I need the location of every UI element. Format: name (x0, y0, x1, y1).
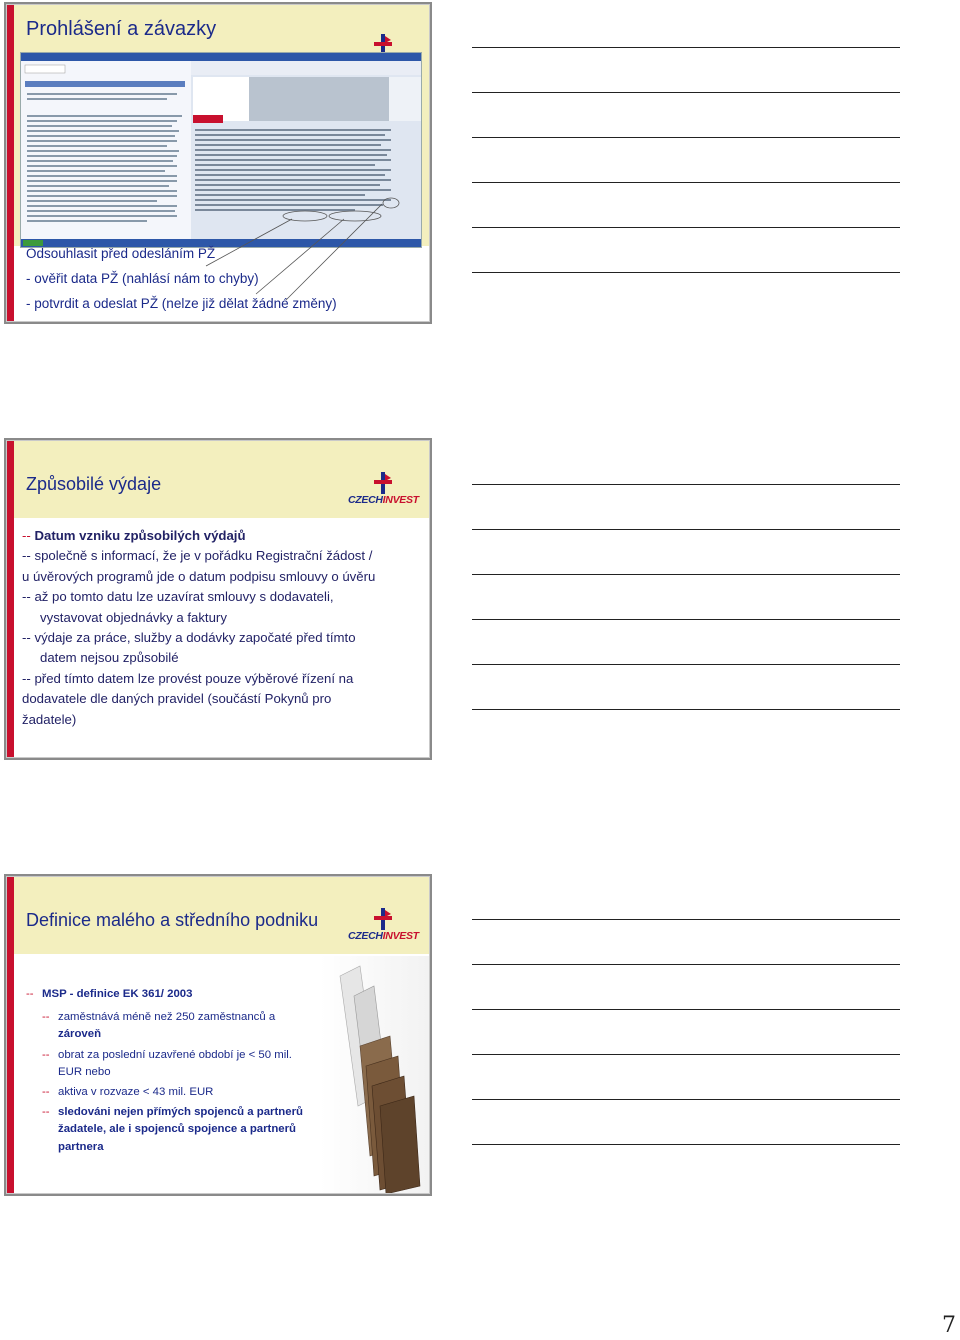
body-line: vystavovat objednávky a faktury (40, 609, 227, 625)
slide-title: Definice malého a středního podniku (26, 910, 319, 930)
body-line: datem nejsou způsobilé (40, 650, 179, 666)
slide3-body (26, 986, 306, 1156)
logo-text: CZECHINVEST (348, 930, 419, 942)
body-line: -- až po tomto datu lze uzavírat smlouvy s dodavateli, (22, 589, 334, 605)
slide-3 (4, 874, 432, 1196)
slide-2 (4, 438, 432, 760)
slide1-line: - potvrdit a odeslat PŽ (nelze již dělat žádné změny) (26, 296, 337, 311)
accent-bar (6, 876, 14, 1194)
czechinvest-logo (348, 908, 418, 946)
slide-title: Způsobilé výdaje (26, 474, 162, 494)
accent-bar (6, 440, 14, 758)
page-number: 7 (942, 1313, 956, 1338)
logo-text: CZECHINVEST (348, 494, 419, 506)
body-line: -- Datum vzniku způsobilých výdajů (22, 528, 246, 543)
callout-lines (6, 4, 430, 322)
list-item: -- obrat za poslední uzavřené období je < 50 mil. EUR nebo (42, 1048, 292, 1078)
slide-1 (4, 2, 432, 324)
body-line: u úvěrových programů jde o datum podpisu smlouvy o úvěru (22, 568, 376, 584)
body-line: dodavatele dle daných pravidel (součástí Pokynů pro (22, 691, 332, 707)
binders-image (320, 956, 430, 1194)
slide1-line: Odsouhlasit před odesláním PŽ (26, 246, 216, 261)
list-item: -- aktiva v rozvaze < 43 mil. EUR (42, 1086, 214, 1099)
notes-lines-1 (472, 47, 900, 317)
title-band (14, 440, 430, 518)
body-line: -- společně s informací, že je v pořádku Registrační žádost / (22, 548, 373, 564)
list-item: -- sledováni nejen přímých spojenců a partnerů žadatele, ale i spojenců spojence a partnerů partnera (42, 1106, 303, 1153)
notes-lines-2 (472, 484, 900, 754)
heading-line: -- MSP - definice EK 361/ 2003 (26, 988, 193, 1000)
slide-title: Prohlášení a závazky (26, 18, 217, 40)
list-item: -- zaměstnává méně než 250 zaměstnanců a zároveň (42, 1011, 276, 1041)
body-line: -- výdaje za práce, služby a dodávky započaté před tímto (22, 630, 356, 646)
logo-mark-icon (374, 908, 392, 930)
czechinvest-logo (348, 472, 418, 510)
slide1-line: - ověřit data PŽ (nahlásí nám to chyby) (26, 271, 259, 286)
body-line: žadatele) (22, 711, 77, 727)
logo-mark-icon (374, 472, 392, 494)
notes-lines-3 (472, 919, 900, 1189)
body-line: -- před tímto datem lze provést pouze výběrové řízení na (22, 670, 354, 686)
title-band (14, 876, 430, 954)
slide2-body (22, 526, 410, 730)
